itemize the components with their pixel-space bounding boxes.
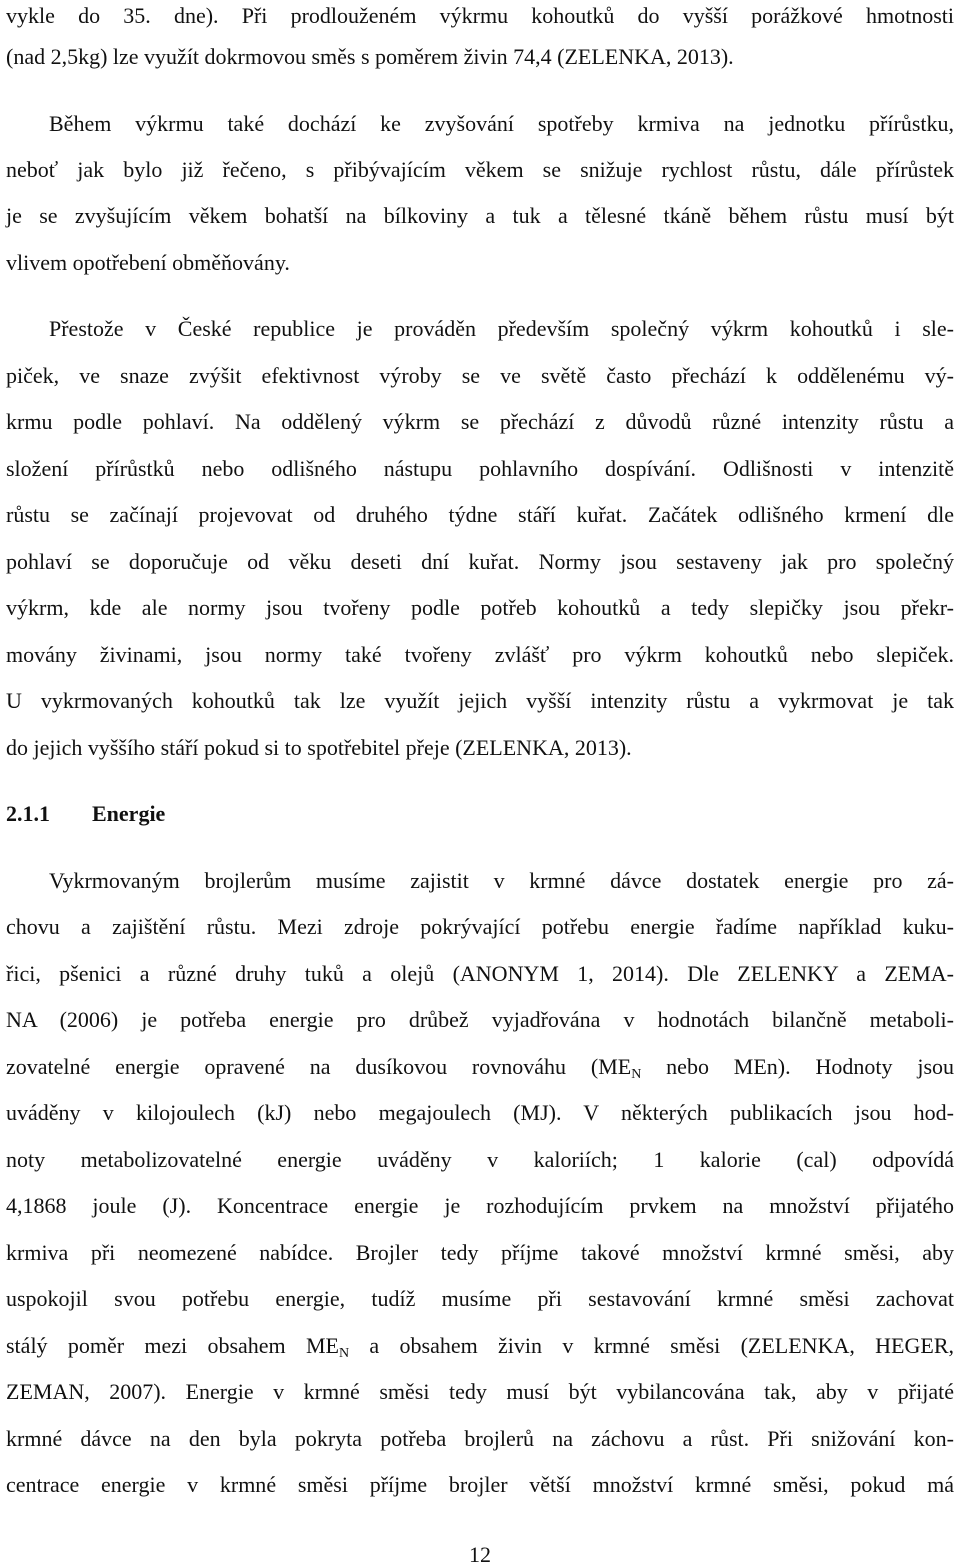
text-line: noty metabolizovatelné energie uváděny v kaloriích; 1 kalorie (cal) odpovídá: [6, 1147, 954, 1172]
text-line: NA (2006) je potřeba energie pro drůbež vyjadřována v hodnotách bilančně metaboli-: [6, 1007, 954, 1032]
text-line: (nad 2,5kg) lze využít dokrmovou směs s poměrem živin 74,4 (ZELENKA, 2013).: [6, 44, 734, 69]
text-line-with-subscript: [6, 1332, 954, 1360]
text-line: U vykrmovaných kohoutků tak lze využít jejich vyšší intenzity růstu a vykrmovat je tak: [6, 688, 954, 713]
text-segment: zovatelné energie opravené na dusíkovou rovnováhu (ME: [6, 1054, 632, 1079]
text-segment: nebo MEn). Hodnoty jsou: [641, 1054, 954, 1079]
subscript: N: [338, 1346, 350, 1361]
text-line: krmné dávce na den byla pokryta potřeba brojlerů na záchovu a růst. Při snižování kon-: [6, 1426, 954, 1451]
text-line: pohlaví se doporučuje od věku deseti dní kuřat. Normy jsou sestaveny jak pro společný: [6, 549, 954, 574]
text-line: Během výkrmu také dochází ke zvyšování spotřeby krmiva na jednotku přírůstku,: [49, 111, 954, 136]
text-line: výkrm, kde ale normy jsou tvořeny podle potřeb kohoutků a tedy slepičky jsou překr-: [6, 595, 954, 620]
text-line: do jejich vyššího stáří pokud si to spotřebitel přeje (ZELENKA, 2013).: [6, 735, 632, 760]
text-line: Vykrmovaným brojlerům musíme zajistit v krmné dávce dostatek energie pro zá-: [49, 868, 954, 893]
text-line: movány živinami, jsou normy také tvořeny zvlášť pro výkrm kohoutků nebo slepiček.: [6, 642, 954, 667]
text-line: je se zvyšujícím věkem bohatší na bílkoviny a tuk a tělesné tkáně během růstu musí být: [6, 203, 954, 228]
text-line: uváděny v kilojoulech (kJ) nebo megajoulech (MJ). V některých publikacích jsou hod-: [6, 1100, 954, 1125]
subscript: N: [631, 1067, 642, 1082]
text-line: neboť jak bylo již řečeno, s přibývajícím věkem se snižuje rychlost růstu, dále přírůstek: [6, 157, 954, 182]
page-number: 12: [469, 1542, 491, 1567]
text-line: krmu podle pohlaví. Na oddělený výkrm se přechází z důvodů různé intenzity růstu a: [6, 409, 954, 434]
text-line: Přestože v České republice je prováděn především společný výkrm kohoutků i sle-: [49, 316, 954, 341]
section-number: 2.1.1: [6, 801, 50, 826]
text-segment: a obsahem živin v krmné směsi (ZELENKA, HEGER,: [349, 1333, 954, 1358]
text-line: 4,1868 joule (J). Koncentrace energie je rozhodujícím prvkem na množství přijatého: [6, 1193, 954, 1218]
section-heading: [6, 800, 165, 828]
text-line: centrace energie v krmné směsi příjme brojler větší množství krmné směsi, pokud má: [6, 1472, 954, 1497]
text-segment: stálý poměr mezi obsahem ME: [6, 1333, 339, 1358]
text-line: řici, pšenici a různé druhy tuků a olejů (ANONYM 1, 2014). Dle ZELENKY a ZEMA-: [6, 961, 954, 986]
text-line: vlivem opotřebení obměňovány.: [6, 250, 290, 275]
text-line-with-subscript: [6, 1053, 954, 1081]
text-line: růstu se začínají projevovat od druhého týdne stáří kuřat. Začátek odlišného krmení dle: [6, 502, 954, 527]
text-line: chovu a zajištění růstu. Mezi zdroje pokrývající potřebu energie řadíme například kuku-: [6, 914, 954, 939]
section-title: Energie: [92, 801, 166, 826]
text-line: vykle do 35. dne). Při prodlouženém výkrmu kohoutků do vyšší porážkové hmotnosti: [6, 3, 954, 28]
text-line: krmiva při neomezené nabídce. Brojler tedy příjme takové množství krmné směsi, aby: [6, 1240, 954, 1265]
text-line: ZEMAN, 2007). Energie v krmné směsi tedy musí být vybilancována tak, aby v přijaté: [6, 1379, 954, 1404]
text-line: piček, ve snaze zvýšit efektivnost výroby se ve světě často přechází k oddělenému vý-: [6, 363, 954, 388]
text-line: složení přírůstků nebo odlišného nástupu pohlavního dospívání. Odlišnosti v intenzitě: [6, 456, 954, 481]
text-line: uspokojil svou potřebu energie, tudíž musíme při sestavování krmné směsi zachovat: [6, 1286, 954, 1311]
